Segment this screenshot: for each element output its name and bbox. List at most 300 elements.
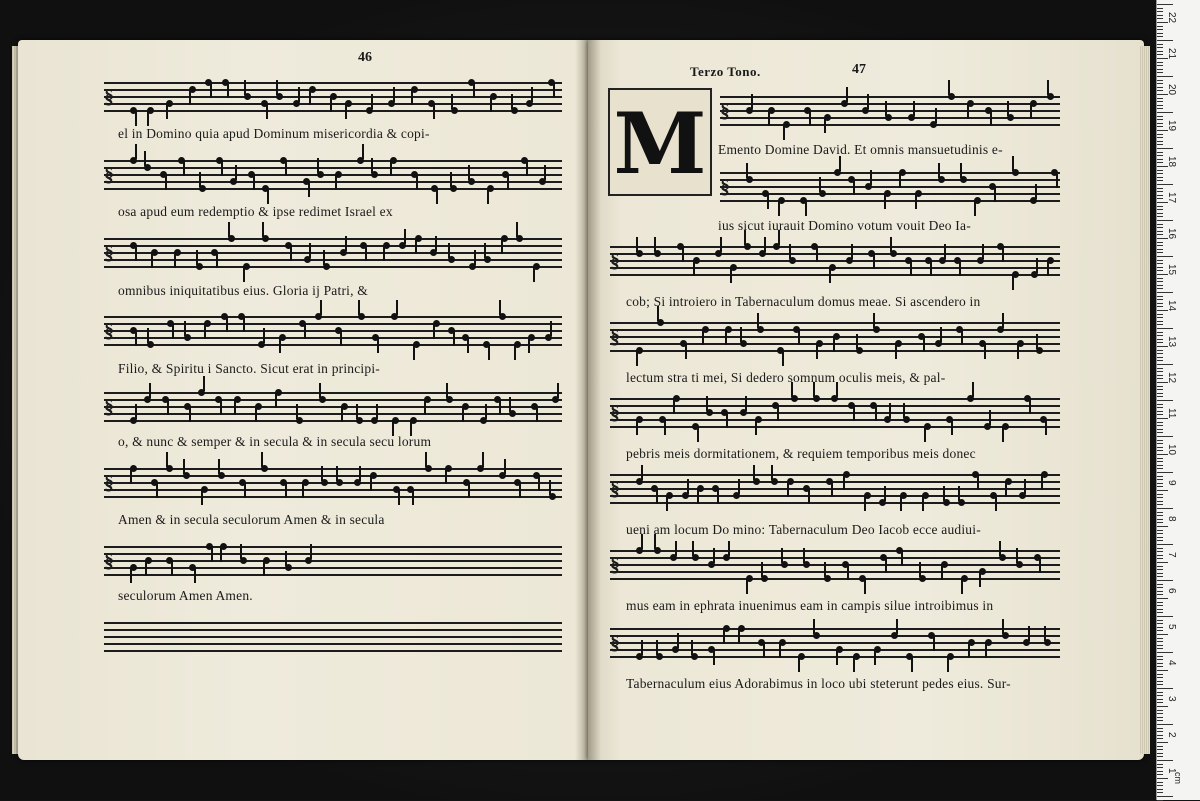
ruler-tick [1157,231,1163,232]
note-stem [330,97,332,112]
ruler-tick [1157,782,1163,783]
note-stem [941,565,943,580]
ruler-number: 19 [1166,120,1177,132]
note-stem [183,161,185,176]
note-stem [1002,247,1004,262]
ruler-tick [1157,44,1163,45]
music-staff [104,392,562,422]
note-stem [184,321,186,336]
ruler-tick [1157,479,1163,480]
clef-icon: § [104,242,114,264]
clef-icon: § [610,326,620,348]
ruler-tick [1157,263,1163,264]
ruler-tick [1157,137,1163,138]
ruler-tick [1157,497,1163,498]
note-stem [485,404,487,419]
note-stem [944,244,946,259]
ruler-tick [1157,551,1163,552]
ruler-tick [1157,634,1168,635]
ruler-tick [1157,112,1173,113]
note-stem [771,465,773,480]
note-stem [1047,80,1049,95]
note-stem [356,404,358,419]
ruler-tick [1157,299,1163,300]
note-stem [938,163,940,178]
note-stem [829,268,831,283]
note-stem [266,104,268,119]
note-stem [285,161,287,176]
note-stem [528,338,530,353]
ruler-tick [1157,256,1173,257]
clef-icon: § [610,554,620,576]
ruler-tick [1157,580,1173,581]
ruler-tick [1157,735,1163,736]
note-stem [1035,184,1037,199]
ruler-tick [1157,530,1163,531]
ruler-tick [1157,789,1163,790]
ruler-tick [1157,155,1163,156]
ruler-tick [1157,695,1163,696]
note-stem [446,383,448,398]
note-stem [244,483,246,498]
note-stem [550,321,552,336]
note-stem [234,400,236,415]
note-stem [309,90,311,105]
note-stem [836,650,838,665]
ruler-tick [1157,440,1163,441]
note-stem [1030,104,1032,119]
ruler-tick [1157,576,1163,577]
note-stem [167,400,169,415]
note-stem [641,640,643,655]
book-gutter [575,40,601,760]
ruler-tick [1157,616,1173,617]
note-stem [746,163,748,178]
note-stem [533,267,535,282]
ruler-tick [1157,533,1163,534]
ruler-tick [1157,512,1163,513]
ruler-tick [1157,443,1163,444]
note-stem [982,244,984,259]
note-stem [870,170,872,185]
ruler-tick [1157,447,1163,448]
ruler-tick [1157,252,1163,253]
ruler-tick [1157,4,1173,5]
ruler-tick [1157,605,1163,606]
note-stem [1047,261,1049,276]
ruler-tick [1157,213,1163,214]
ruler-number: 21 [1166,48,1177,60]
note-stem [172,324,174,339]
ruler-tick [1157,353,1163,354]
note-stem [816,247,818,262]
clef-icon: § [104,472,114,494]
note-stem [151,253,153,268]
note-stem [875,406,877,421]
ruler-tick [1157,371,1163,372]
note-stem [275,393,277,408]
ruler-tick [1157,148,1173,149]
clef-icon: § [610,250,620,272]
note-stem [994,187,996,202]
note-stem [255,407,257,422]
ruler-tick [1157,699,1163,700]
note-stem [424,400,426,415]
note-stem [989,410,991,425]
ruler-tick [1157,134,1163,135]
note-stem [654,237,656,252]
ruler-number: 10 [1166,444,1177,456]
ruler-tick [1157,458,1163,459]
ruler-tick [1157,108,1163,109]
note-stem [468,165,470,180]
ruler-tick [1157,706,1168,707]
note-stem [396,300,398,315]
note-stem [816,344,818,359]
note-stem [220,547,222,562]
note-stem [745,396,747,411]
ruler-tick [1157,234,1163,235]
note-stem [713,548,715,563]
note-stem [1002,619,1004,634]
note-stem [728,541,730,556]
note-stem [697,489,699,504]
note-stem [1005,482,1007,497]
ruler-tick [1157,191,1163,192]
ruler-tick [1157,245,1163,246]
ruler-number: 8 [1166,516,1177,522]
ruler-tick [1157,281,1163,282]
ruler-tick [1157,785,1163,786]
note-stem [1012,275,1014,290]
ruler-tick [1157,339,1163,340]
ruler-tick [1157,188,1163,189]
note-stem [462,407,464,422]
ruler-tick [1157,674,1163,675]
ruler-tick [1157,450,1163,451]
note-stem [847,565,849,580]
note-stem [488,345,490,360]
note-stem [166,452,168,467]
note-stem [365,246,367,261]
ruler-tick [1157,393,1163,394]
note-stem [874,650,876,665]
ruler-tick [1157,76,1173,77]
ruler-tick [1157,98,1163,99]
ruler-tick [1157,177,1163,178]
lyric-line: mus eam in ephrata inuenimus eam in campis silue introibimus in [626,598,994,613]
ruler-tick [1157,364,1173,365]
lyric-line: Tabernaculum eius Adorabimus in loco ubi steterunt pedes eius. Sur- [626,676,1011,691]
note-stem [509,397,511,412]
clef-icon: § [610,478,620,500]
note-stem [474,250,476,265]
note-stem [285,551,287,566]
note-stem [636,420,638,435]
music-staff [720,96,1060,126]
note-stem [507,175,509,190]
clef-icon: § [104,396,114,418]
ruler-tick [1157,47,1163,48]
ruler-tick [1157,386,1163,387]
ruler-number: 5 [1166,624,1177,630]
note-stem [519,483,521,498]
note-stem [335,175,337,190]
ruler-tick [1157,548,1163,549]
note-stem [450,172,452,187]
note-stem [285,483,287,498]
ruler-tick [1157,51,1163,52]
note-stem [999,541,1001,556]
ruler-tick [1157,508,1173,509]
ruler-tick [1157,569,1163,570]
note-stem [390,161,392,176]
note-stem [767,194,769,209]
note-stem [549,480,551,495]
note-stem [263,328,265,343]
ruler-tick [1157,609,1163,610]
ruler-tick [1157,180,1163,181]
note-stem [267,189,269,204]
note-stem [144,151,146,166]
ruler-tick [1157,648,1163,649]
note-stem [398,490,400,505]
ruler-tick [1157,724,1173,725]
note-stem [636,237,638,252]
ruler-tick [1157,436,1173,437]
note-stem [557,383,559,398]
ruler-number: 16 [1166,228,1177,240]
ruler-tick [1157,404,1163,405]
note-stem [782,351,784,366]
note-stem [890,237,892,252]
ruler-tick [1157,396,1163,397]
ruler-tick [1157,195,1163,196]
ruler-tick [1157,792,1163,793]
note-stem [317,158,319,173]
note-stem [853,180,855,195]
note-stem [436,189,438,204]
note-stem [536,407,538,422]
note-stem [851,244,853,259]
note-stem [453,331,455,346]
note-stem [220,400,222,415]
ruler-tick [1157,767,1163,768]
note-stem [687,479,689,494]
note-stem [864,579,866,594]
note-stem [435,236,437,251]
note-stem [340,331,342,346]
note-stem [345,236,347,251]
ruler-tick [1157,40,1173,41]
note-stem [764,237,766,252]
ruler-tick [1157,713,1163,714]
ruler-tick [1157,753,1163,754]
lyric-line: pebris meis dormitationem, & requiem temporibus meis donec [626,446,976,461]
ruler-tick [1157,627,1163,628]
ruler-tick [1157,562,1168,563]
note-stem [149,383,151,398]
ruler-number: 1 [1166,768,1177,774]
note-stem [309,243,311,258]
note-stem [499,300,501,315]
lyric-line: seculorum Amen Amen. [118,588,253,603]
note-stem [201,490,203,505]
note-stem [803,548,805,563]
right-page-edges [1140,46,1150,754]
ruler-tick [1157,602,1163,603]
ruler-tick [1157,774,1163,775]
note-stem [813,619,815,634]
note-stem [203,376,205,391]
music-staff [610,322,1060,352]
ruler-tick [1157,285,1163,286]
ruler-tick [1157,328,1173,329]
note-stem [308,182,310,197]
ruler-tick [1157,425,1163,426]
note-stem [1036,334,1038,349]
ruler-tick [1157,666,1163,667]
note-stem [359,466,361,481]
note-stem [320,300,322,315]
measurement-ruler [1156,0,1200,800]
ruler-tick [1157,18,1163,19]
ruler-tick [1157,224,1163,225]
note-stem [1041,475,1043,490]
note-stem [276,80,278,95]
ruler-tick [1157,540,1163,541]
note-stem [412,490,414,505]
ruler-number: 9 [1166,480,1177,486]
ruler-tick [1157,566,1163,567]
note-stem [189,90,191,105]
note-stem [383,246,385,261]
note-stem [199,172,201,187]
note-stem [768,111,770,126]
note-stem [216,253,218,268]
ruler-tick [1157,476,1163,477]
note-stem [135,246,137,261]
note-stem [323,250,325,265]
ruler-number: 3 [1166,696,1177,702]
note-stem [174,253,176,268]
ruler-tick [1157,483,1163,484]
note-stem [298,87,300,102]
note-stem [666,496,668,511]
ruler-tick [1157,677,1163,678]
note-stem [730,268,732,283]
ruler-tick [1157,292,1173,293]
ruler-tick [1157,432,1163,433]
note-stem [1017,344,1019,359]
note-stem [484,243,486,258]
note-stem [911,657,913,672]
note-stem [809,111,811,126]
initial-letter: M [613,94,707,193]
ruler-tick [1157,760,1173,761]
note-stem [263,561,265,576]
ruler-tick [1157,681,1163,682]
ruler-tick [1157,465,1163,466]
note-stem [433,104,435,119]
note-stem [967,104,969,119]
music-staff [104,468,562,498]
ruler-tick [1157,742,1168,743]
ruler-tick [1157,684,1163,685]
note-stem [824,118,826,133]
note-stem [183,459,185,474]
ruler-tick [1157,368,1163,369]
note-stem [371,94,373,109]
note-stem [896,619,898,634]
note-stem [411,90,413,105]
ruler-tick [1157,620,1163,621]
ruler-tick [1157,206,1163,207]
note-stem [959,261,961,276]
note-stem [853,406,855,421]
note-stem [974,201,976,216]
note-stem [165,175,167,190]
ruler-tick [1157,612,1163,613]
note-stem [1028,626,1030,641]
ruler-tick [1157,501,1163,502]
ruler-tick [1157,198,1163,199]
note-stem [713,650,715,665]
note-stem [947,657,949,672]
note-stem [798,657,800,672]
note-stem [751,94,753,109]
note-stem [240,544,242,559]
ruler-number: 22 [1166,12,1177,24]
note-stem [1002,427,1004,442]
ruler-tick [1157,710,1163,711]
lyric-line: Filio, & Spiritu i Sancto. Sicut erat in principi- [118,361,380,376]
ruler-tick [1157,422,1163,423]
left-page-number: 46 [358,50,372,65]
music-staff [720,172,1060,202]
ruler-tick [1157,731,1163,732]
note-stem [371,158,373,173]
ruler-tick [1157,162,1163,163]
note-stem [189,407,191,422]
ruler-tick [1157,623,1163,624]
ruler-tick [1157,472,1173,473]
ruler-tick [1157,29,1163,30]
ruler-tick [1157,119,1163,120]
music-staff [314,546,562,576]
note-stem [985,643,987,658]
ruler-tick [1157,522,1163,523]
music-staff [610,550,1060,580]
note-stem [490,97,492,112]
lyric-line: cob; Si introiero in Tabernaculum domus meae. Si ascendero in [626,294,981,309]
ruler-tick [1157,375,1163,376]
ruler-tick [1157,72,1163,73]
note-stem [738,629,740,644]
note-stem [243,317,245,332]
ruler-tick [1157,278,1163,279]
note-stem [948,80,950,95]
note-stem [873,313,875,328]
music-staff [104,316,562,346]
decorated-initial [608,88,712,196]
note-stem [1036,258,1038,273]
ruler-tick [1157,54,1163,55]
ruler-number: 12 [1166,372,1177,384]
ruler-number: 11 [1166,408,1177,419]
note-stem [227,83,229,98]
note-stem [253,175,255,190]
